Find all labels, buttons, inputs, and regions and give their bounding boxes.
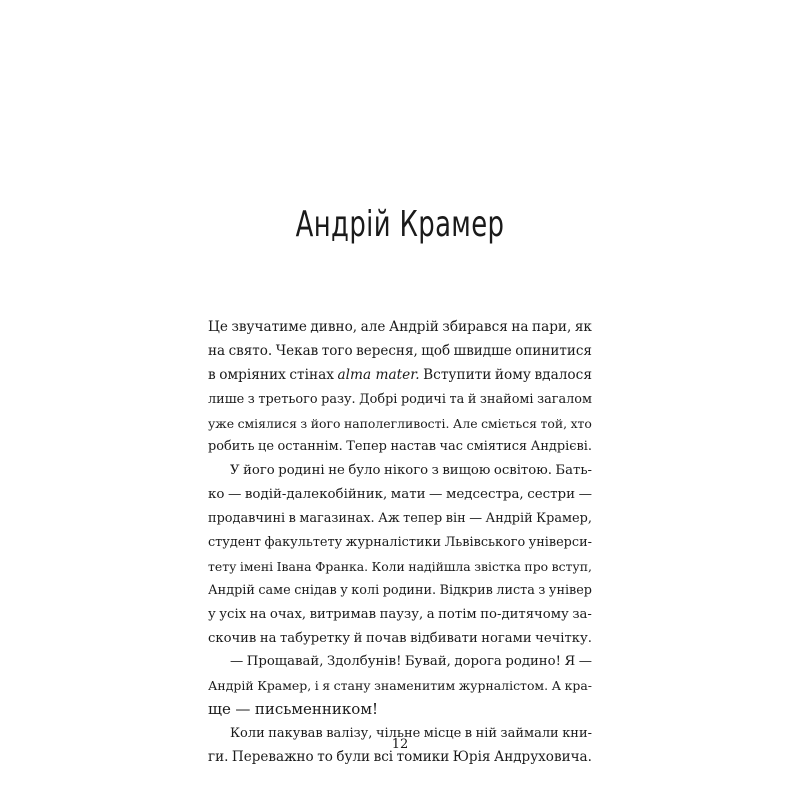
word: не xyxy=(328,463,345,479)
word: було xyxy=(348,463,381,479)
word: на xyxy=(208,342,226,359)
word: А xyxy=(551,678,562,694)
word: то xyxy=(317,749,333,766)
word: на xyxy=(249,606,267,622)
word: дивно, xyxy=(310,319,358,335)
word: час xyxy=(439,439,463,455)
word: наполегливості. xyxy=(343,415,450,431)
word: Бувай, xyxy=(404,654,451,670)
word: свято. xyxy=(228,342,273,359)
word: швидше xyxy=(453,342,512,359)
word: Андрієві. xyxy=(530,439,592,455)
word: того xyxy=(321,342,353,359)
word: вищою xyxy=(442,463,491,479)
text-line xyxy=(208,698,592,722)
word: мати xyxy=(390,487,426,503)
word: щоб xyxy=(421,342,451,359)
word: Тепер xyxy=(346,439,387,455)
word: третього xyxy=(258,391,318,407)
word: Переважно xyxy=(231,749,314,766)
text-line xyxy=(208,459,592,483)
word: Андрій xyxy=(208,678,254,694)
word: збирався xyxy=(442,319,508,335)
word: в xyxy=(208,366,216,383)
word: факультету xyxy=(264,535,343,551)
word: останнім. xyxy=(277,439,343,455)
word: по-дитячому xyxy=(480,606,569,622)
word: Андрій xyxy=(388,319,439,335)
word: хто xyxy=(570,415,592,431)
word: йому xyxy=(494,366,531,383)
text-line xyxy=(208,388,592,412)
text-line xyxy=(208,364,592,388)
word: очах, xyxy=(269,606,307,622)
word: почав xyxy=(365,630,407,646)
word: вдалося xyxy=(534,366,592,383)
word: уже xyxy=(208,415,235,431)
word: Це xyxy=(208,319,228,335)
word: Аж xyxy=(378,511,400,527)
word: вступ, xyxy=(551,558,592,574)
word: з xyxy=(431,463,439,479)
word: з xyxy=(300,415,308,431)
word: знаменитим xyxy=(374,678,456,694)
word: ко xyxy=(208,487,225,503)
word: Бать- xyxy=(555,463,592,479)
word: чечітку. xyxy=(535,630,592,646)
word: звістка xyxy=(474,558,521,574)
word: всі xyxy=(373,749,394,766)
word: снідав xyxy=(294,582,337,598)
word: його xyxy=(243,463,275,479)
word: сміялися xyxy=(237,415,297,431)
word: а xyxy=(426,606,435,622)
word: загалом xyxy=(537,391,592,407)
word: тепер xyxy=(403,511,443,527)
word: журналістом. xyxy=(458,678,549,694)
word: я xyxy=(322,678,331,694)
word: на xyxy=(511,319,529,335)
word: робить xyxy=(208,439,255,455)
word: омріяних xyxy=(219,366,286,383)
word: — xyxy=(578,654,592,670)
word: нікого xyxy=(383,463,429,479)
word: чільне xyxy=(375,726,421,742)
word: й xyxy=(467,391,477,407)
word: Я xyxy=(564,654,576,670)
word: alma mater. xyxy=(337,366,420,383)
word: родині xyxy=(278,463,325,479)
word: кра- xyxy=(564,678,592,694)
text-line xyxy=(208,603,592,627)
word: стану xyxy=(333,678,371,694)
word: студент xyxy=(208,535,261,551)
word: стінах xyxy=(289,366,334,383)
word: вересня, xyxy=(356,342,418,359)
word: пари, xyxy=(532,319,572,335)
word: У xyxy=(230,463,240,479)
word: витримав xyxy=(309,606,377,622)
word: Здолбунів! xyxy=(326,654,402,670)
text-line xyxy=(208,340,592,364)
word: сміятися xyxy=(466,439,528,455)
word: родичі xyxy=(400,391,446,407)
word: у xyxy=(340,582,348,598)
word: усіх xyxy=(219,606,247,622)
word: з xyxy=(538,582,546,598)
word: медсестра, xyxy=(445,487,524,503)
word: колі xyxy=(351,582,380,598)
word: родино! xyxy=(505,654,561,670)
word: освітою. xyxy=(493,463,552,479)
word: скочив xyxy=(208,630,257,646)
text-line xyxy=(208,483,592,507)
word: Івана xyxy=(276,558,312,574)
word: відбивати xyxy=(410,630,478,646)
word: в xyxy=(288,511,296,527)
word: Добрі xyxy=(359,391,398,407)
word: Юрія xyxy=(452,749,491,766)
word: на xyxy=(259,630,277,646)
text-line xyxy=(208,627,592,651)
text-line xyxy=(208,531,592,555)
word: ги. xyxy=(208,749,229,766)
page-number: 12 xyxy=(391,737,409,752)
word: — xyxy=(429,487,443,503)
word: — xyxy=(469,511,483,527)
word: звучатиме xyxy=(231,319,307,335)
text-line xyxy=(208,507,592,531)
word: і xyxy=(314,678,319,694)
word: але xyxy=(360,319,386,335)
word: потім xyxy=(438,606,477,622)
word: Андрій xyxy=(485,511,533,527)
word: сміється xyxy=(481,415,537,431)
word: Коли xyxy=(371,558,405,574)
word: Крамер, xyxy=(536,511,592,527)
word: саме xyxy=(258,582,291,598)
word: тету xyxy=(208,558,237,574)
word: настав xyxy=(390,439,437,455)
word: томики xyxy=(396,749,450,766)
word: Коли xyxy=(230,726,265,742)
word: лише xyxy=(208,391,245,407)
word: письменником! xyxy=(254,700,379,719)
word: Андруховича. xyxy=(493,749,592,766)
word: листа xyxy=(496,582,535,598)
word: були xyxy=(336,749,371,766)
word: й xyxy=(353,630,363,646)
word: Франка. xyxy=(315,558,369,574)
word: про xyxy=(524,558,549,574)
word: Чекав xyxy=(275,342,319,359)
word: Крамер, xyxy=(257,678,312,694)
word: водій-далекобійник, xyxy=(244,487,388,503)
word: продавчині xyxy=(208,511,286,527)
word: місце xyxy=(423,726,462,742)
text-line xyxy=(208,579,592,603)
text-line xyxy=(208,650,592,674)
word: ще xyxy=(208,700,231,719)
word: дорога xyxy=(454,654,502,670)
word: знайомі xyxy=(479,391,534,407)
word: опинитися xyxy=(515,342,592,359)
word: у xyxy=(208,606,216,622)
word: Відкрив xyxy=(439,582,493,598)
word: родини. xyxy=(382,582,437,598)
word: універси- xyxy=(528,535,592,551)
word: він xyxy=(445,511,466,527)
word: кни- xyxy=(562,726,592,742)
chapter-body xyxy=(208,316,592,770)
text-line xyxy=(208,674,592,698)
word: його xyxy=(310,415,341,431)
text-line xyxy=(208,316,592,340)
text-line xyxy=(208,412,592,436)
word: табуретку xyxy=(279,630,351,646)
text-line xyxy=(208,435,592,459)
word: паузу, xyxy=(379,606,424,622)
chapter-title: Андрій Крамер xyxy=(295,204,505,245)
word: Вступити xyxy=(423,366,492,383)
word: в xyxy=(464,726,473,742)
word: надійшла xyxy=(408,558,471,574)
word: імені xyxy=(239,558,274,574)
word: за- xyxy=(572,606,592,622)
word: як xyxy=(574,319,592,335)
word: — xyxy=(578,487,592,503)
word: — xyxy=(235,700,251,719)
word: та xyxy=(449,391,465,407)
word: ній xyxy=(475,726,498,742)
word: займали xyxy=(500,726,559,742)
word: — xyxy=(227,487,242,503)
word: разу. xyxy=(321,391,356,407)
word: магазинах. xyxy=(299,511,375,527)
word: той, xyxy=(540,415,568,431)
word: Андрій xyxy=(208,582,255,598)
word: Але xyxy=(452,415,478,431)
word: універ xyxy=(548,582,592,598)
word: — xyxy=(230,654,244,670)
text-line xyxy=(208,555,592,579)
word: сестри xyxy=(527,487,576,503)
word: це xyxy=(258,439,274,455)
word: ногами xyxy=(481,630,532,646)
word: журналістики xyxy=(345,535,442,551)
word: Прощавай, xyxy=(246,654,324,670)
word: Львівського xyxy=(444,535,526,551)
word: валізу, xyxy=(326,726,373,742)
word: з xyxy=(247,391,255,407)
word: пакував xyxy=(268,726,323,742)
